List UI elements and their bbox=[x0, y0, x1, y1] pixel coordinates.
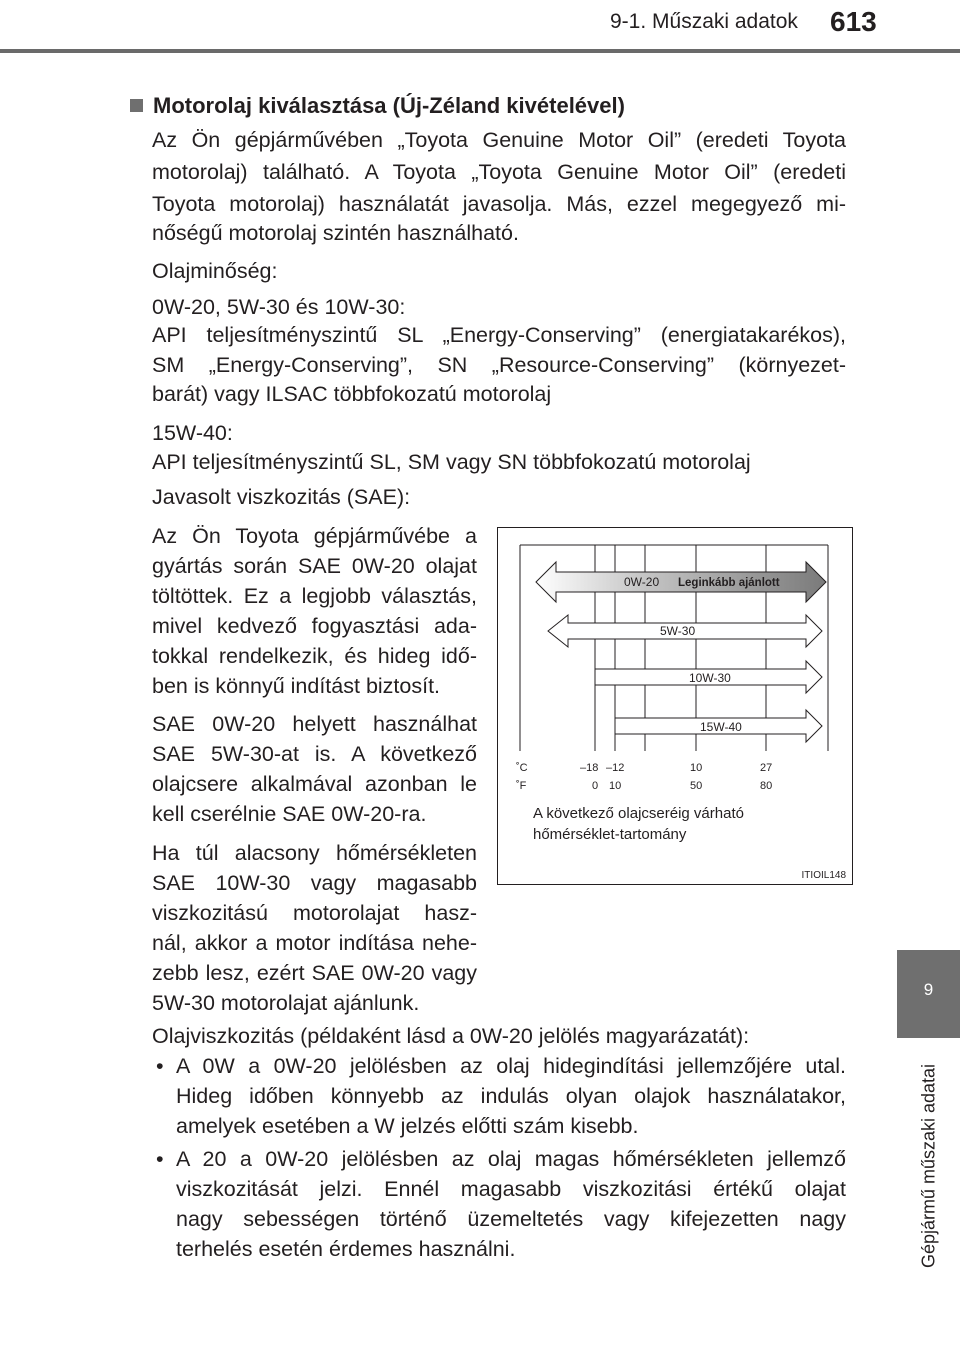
bar-label-0w-20: 0W-20 bbox=[624, 575, 660, 589]
heading-text: Motorolaj kiválasztása (Új-Zéland kivételével) bbox=[153, 93, 625, 118]
grade1-line: barát) vagy ILSAC többfokozatú motorolaj bbox=[152, 382, 552, 406]
tick-f: 0 bbox=[592, 780, 599, 792]
square-bullet-icon bbox=[130, 99, 143, 112]
tick-f: 80 bbox=[760, 780, 773, 792]
bar-label-15w-40: 15W-40 bbox=[700, 720, 742, 734]
intro-line: motorolaj) található. A Toyota „Toyota Genuine Motor Oil” (eredeti bbox=[152, 160, 846, 184]
para1-line: tokkal rendelkezik, és hideg idő- bbox=[152, 644, 477, 668]
diagram-caption: hőmérséklet-tartomány bbox=[533, 826, 687, 843]
chapter-tab bbox=[897, 950, 960, 1038]
bullet-line: A 0W a 0W-20 jelölésben az olaj hidegindítási jellemzőjére utal. bbox=[176, 1054, 846, 1078]
bullet-line: Hideg időben könnyebb az indulás olyan olajok használatakor, bbox=[176, 1084, 846, 1108]
tick-f: 50 bbox=[690, 780, 703, 792]
para3-line: 5W-30 motorolajat ajánlunk. bbox=[152, 991, 420, 1015]
unit-celsius: ˚C bbox=[516, 762, 528, 774]
bullet-line: amelyek esetében a W jelzés előtti szám kisebb. bbox=[176, 1114, 639, 1138]
grade2-title: 15W-40: bbox=[152, 421, 233, 445]
para3-line: Ha túl alacsony hőmérsékleten bbox=[152, 841, 477, 865]
bullet-dot: • bbox=[156, 1054, 164, 1078]
para2-line: SAE 5W-30-at is. A következő bbox=[152, 742, 477, 766]
intro-line: Az Ön gépjárművében „Toyota Genuine Motor Oil” (eredeti Toyota bbox=[152, 128, 846, 152]
section-title: 9-1. Műszaki adatok bbox=[610, 10, 798, 33]
header-divider bbox=[0, 49, 960, 53]
grade1-title: 0W-20, 5W-30 és 10W-30: bbox=[152, 295, 406, 319]
section-heading bbox=[130, 91, 625, 121]
tick-c: 10 bbox=[690, 762, 703, 774]
bar-note-0w-20: Leginkább ajánlott bbox=[678, 577, 780, 589]
grade1-line: SM „Energy-Conserving”, SN „Resource-Conserving” (környezet- bbox=[152, 353, 846, 377]
para3-line: SAE 10W-30 vagy magasabb bbox=[152, 871, 477, 895]
para3-line: nál, akkor a motor indítása nehe- bbox=[152, 931, 477, 955]
para1-line: Az Ön Toyota gépjárművébe a bbox=[152, 524, 477, 548]
tick-c: 27 bbox=[760, 762, 773, 774]
bullet-item bbox=[156, 1144, 846, 1264]
tick-c: –18 bbox=[580, 762, 599, 774]
bar-label-10w-30: 10W-30 bbox=[689, 671, 731, 685]
bullet-line: A 20 a 0W-20 jelölésben az olaj magas hőmérsékleten jellemző bbox=[176, 1147, 846, 1171]
page-number: 613 bbox=[830, 6, 877, 37]
para2-line: SAE 0W-20 helyett használhat bbox=[152, 712, 477, 736]
explain-label: Olajviszkozitás (példaként lásd a 0W-20 jelölés magyarázatát): bbox=[152, 1024, 750, 1048]
bullet-line: viszkozitását jelzi. Ennél magasabb viszkozitási értékű olajat bbox=[176, 1177, 846, 1201]
chapter-number: 9 bbox=[923, 980, 934, 999]
figure-id: ITIOIL148 bbox=[801, 870, 846, 881]
viscosity-chart-svg bbox=[498, 528, 854, 886]
diagram-caption: A következő olajcseréig várható bbox=[533, 805, 744, 822]
tick-c: –12 bbox=[606, 762, 625, 774]
bullet-line: nagy sebességen történő üzemeltetés vagy kifejezetten nagy bbox=[176, 1207, 846, 1231]
bullet-item bbox=[156, 1051, 846, 1141]
grade2-line: API teljesítményszintű SL, SM vagy SN többfokozatú motorolaj bbox=[152, 450, 751, 474]
oil-viscosity-diagram bbox=[497, 527, 853, 885]
bullet-line: terhelés esetén érdemes használni. bbox=[176, 1237, 516, 1261]
para2-line: kell cserélnie SAE 0W-20-ra. bbox=[152, 802, 427, 826]
grade1-line: API teljesítményszintű SL „Energy-Conserving” (energiatakarékos), bbox=[152, 323, 846, 347]
chapter-title: Gépjármű műszaki adatai bbox=[918, 1063, 939, 1269]
para1-line: mivel kedvező fogyasztási ada- bbox=[152, 614, 477, 638]
para1-line: ben is könnyű indítást biztosít. bbox=[152, 674, 441, 698]
unit-fahrenheit: ˚F bbox=[516, 780, 527, 792]
para3-line: viszkozitású motorolajat hasz- bbox=[152, 901, 477, 925]
intro-line: Toyota motorolaj) használatát javasolja. Más, ezzel megegyező mi- bbox=[152, 192, 846, 216]
tick-f: 10 bbox=[609, 780, 622, 792]
bullet-dot: • bbox=[156, 1147, 164, 1171]
para3-line: zebb lesz, ezért SAE 0W-20 vagy bbox=[152, 961, 477, 985]
para2-line: olajcsere alkalmával azonban le bbox=[152, 772, 477, 796]
para1-line: töltöttek. Ez a legjobb választás, bbox=[152, 584, 477, 608]
viscosity-label: Javasolt viszkozitás (SAE): bbox=[152, 485, 411, 509]
oil-quality-label: Olajminőség: bbox=[152, 259, 278, 283]
intro-line: nőségű motorolaj szintén használható. bbox=[152, 221, 519, 245]
bar-label-5w-30: 5W-30 bbox=[660, 624, 696, 638]
para1-line: gyártás során SAE 0W-20 olajat bbox=[152, 554, 477, 578]
